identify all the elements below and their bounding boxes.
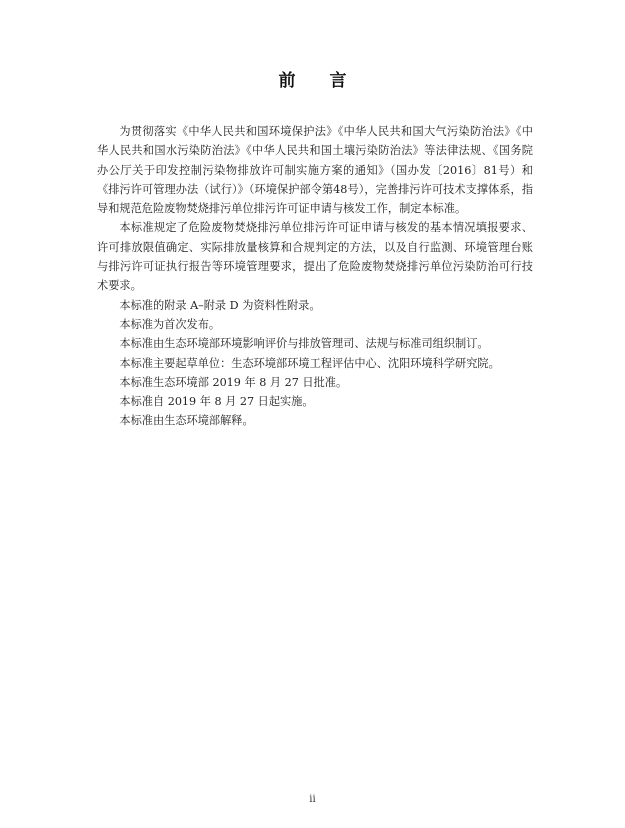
paragraph: 本标准由生态环境部解释。 bbox=[119, 414, 254, 428]
paragraph: 本标准生态环境部 2019 年 8 月 27 日批准。 bbox=[119, 375, 348, 389]
paragraph: 本标准的附录 A–附录 D 为资料性附录。 bbox=[119, 298, 321, 312]
page-number: ii bbox=[309, 794, 316, 805]
paragraph: 为贯彻落实《中华人民共和国环境保护法》《中华人民共和国大气污染防治法》《中华人民共和国水污染防治法》《中华人民共和国土壤污染防治法》等法律法规、《国务院办公厅关于印发控制污染物排放许可制实施方案的通知》（国办发〔2016〕81号）和《排污许可管理办法（试行）》（环境保护部令第48号），完善排污许可技术支撑体系，指导和规范危险废物焚烧排污单位排污许可证申请与核发工作，制定本标准。 bbox=[97, 125, 533, 216]
document-body bbox=[97, 122, 533, 431]
paragraph: 本标准自 2019 年 8 月 27 日起实施。 bbox=[119, 395, 314, 409]
paragraph: 本标准由生态环境部环境影响评价与排放管理司、法规与标准司组织制订。 bbox=[119, 337, 489, 351]
paragraph: 本标准规定了危险废物焚烧排污单位排污许可证申请与核发的基本情况填报要求、许可排放限值确定、实际排放量核算和合规判定的方法，以及自行监测、环境管理台账与排污许可证执行报告等环境管理要求，提出了危险废物焚烧排污单位污染防治可行技术要求。 bbox=[97, 221, 533, 293]
page-title: 前 言 bbox=[278, 71, 361, 91]
paragraph: 本标准主要起草单位：生态环境部环境工程评估中心、沈阳环境科学研究院。 bbox=[119, 356, 500, 370]
paragraph: 本标准为首次发布。 bbox=[119, 317, 221, 331]
